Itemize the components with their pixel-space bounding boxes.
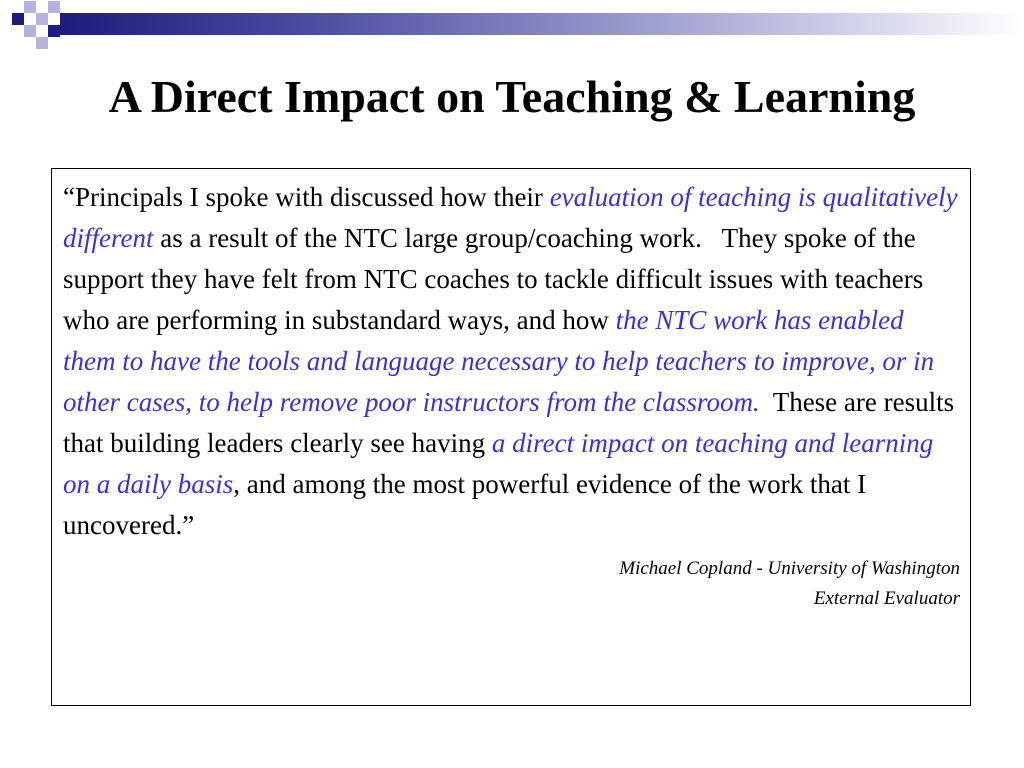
decor-square-dark [48,25,60,37]
decor-square-light [36,37,48,49]
quote-part-1: Principals I spoke with discussed how their [74,182,550,212]
decor-square-light [24,1,36,13]
decor-square-light [48,1,60,13]
slide-title: A Direct Impact on Teaching & Learning [108,71,916,122]
quote-text [63,177,960,546]
quote-highlight-1: evaluation of teaching is qualitatively different [63,182,958,253]
attribution [63,554,960,614]
attribution-role: External Evaluator [813,588,960,609]
quote-part-4: , and among the most powerful evidence of the work that I uncovered. [63,469,867,540]
close-quote-mark: ” [182,510,195,540]
quote-highlight-3: a direct impact on teaching and learning on a daily basis [63,428,934,499]
header-gradient-bar [60,13,1024,35]
quote-box [51,168,971,706]
open-quote-mark: “ [63,182,75,212]
decor-square-light [24,25,36,37]
quote-part-2: as a result of the NTC large group/coaching work. They spoke of the support they have felt from NTC coaches to tackle difficult issues with teachers who are performing in substandard ways, and how [63,223,924,335]
decor-square-dark [12,13,24,25]
quote-part-3: These are results that building leaders clearly see having [63,387,955,458]
attribution-name: Michael Copland - University of Washington [619,558,960,579]
quote-highlight-2: the NTC work has enabled them to have the tools and language necessary to help teachers to improve, or in other cases, to help remove poor instructors from the classroom. [63,305,935,417]
decor-square-light [36,13,48,25]
